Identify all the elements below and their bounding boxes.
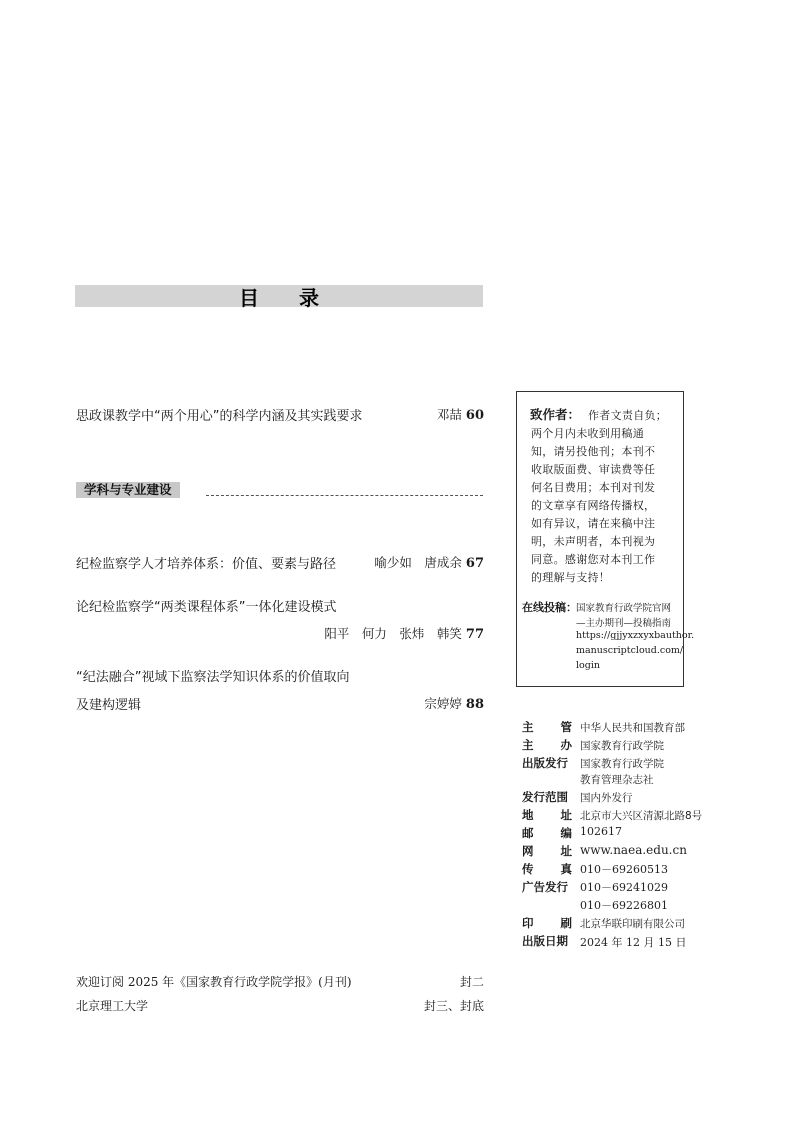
info-label-website: 网 址 bbox=[522, 844, 572, 858]
info-value-publisher: 国家教育行政学院 bbox=[580, 758, 664, 770]
info-value-fax: 010－69260513 bbox=[580, 863, 668, 876]
info-value-publisher-2: 教育管理杂志社 bbox=[580, 774, 654, 786]
submission-line: —主办期刊—投稿指南 bbox=[576, 618, 672, 629]
info-value-advertising: 010－69241029 bbox=[580, 881, 668, 894]
notice-line: 两个月内未收到用稿通 bbox=[531, 427, 644, 440]
notice-line: 作者文责自负； bbox=[588, 409, 668, 422]
toc-title-char-2: 录 bbox=[299, 285, 319, 310]
ad-entry-position: 封二 bbox=[459, 975, 484, 989]
info-label-postcode: 邮 编 bbox=[522, 826, 572, 840]
notice-line: 同意。感谢您对本刊工作 bbox=[531, 553, 656, 566]
notice-heading: 致作者： bbox=[530, 407, 581, 422]
toc-entry-page: 77 bbox=[465, 627, 484, 642]
info-label-publisher: 出版发行 bbox=[522, 756, 568, 770]
toc-entry-authors: 阳平 何力 张炜 韩笑 bbox=[324, 626, 462, 641]
ad-entry-text[interactable]: 北京理工大学 bbox=[76, 999, 149, 1013]
toc-title-bar bbox=[75, 285, 483, 310]
submission-link[interactable]: manuscriptcloud.com/ bbox=[576, 645, 684, 656]
toc-entry-authors: 宗婷婷 bbox=[424, 696, 462, 711]
info-value-address: 北京市大兴区清源北路8号 bbox=[580, 810, 703, 822]
info-value-printer: 北京华联印刷有限公司 bbox=[580, 918, 685, 930]
toc-entry-title[interactable]: 论纪检监察学“两类课程体系”一体化建设模式 bbox=[76, 600, 337, 615]
info-value-sponsor: 国家教育行政学院 bbox=[580, 740, 664, 752]
toc-entry-authors: 喻少如 唐成余 bbox=[374, 555, 462, 570]
info-value-postcode: 102617 bbox=[580, 825, 622, 838]
toc-entry-author-page bbox=[374, 553, 484, 571]
ad-entry-position: 封三、封底 bbox=[423, 999, 484, 1013]
submission-label: 在线投稿： bbox=[522, 601, 577, 614]
toc-entry-title[interactable]: 思政课教学中“两个用心”的科学内涵及其实践要求 bbox=[76, 409, 363, 424]
toc-entry-author-page bbox=[324, 624, 484, 642]
toc-entry-title[interactable]: 纪检监察学人才培养体系：价值、要素与路径 bbox=[76, 557, 337, 572]
toc-entry-page: 88 bbox=[465, 697, 484, 712]
submission-link[interactable]: login bbox=[576, 660, 600, 671]
submission-line: 国家教育行政学院官网 bbox=[576, 603, 672, 614]
info-label-supervisor: 主 管 bbox=[522, 720, 572, 734]
notice-line: 收取版面费、审读费等任 bbox=[531, 463, 656, 476]
toc-entry-author-page bbox=[424, 694, 484, 712]
notice-line: 的理解与支持！ bbox=[531, 571, 611, 584]
info-label-pubdate: 出版日期 bbox=[522, 934, 568, 948]
notice-line: 知，请另投他刊；本刊不 bbox=[531, 445, 656, 458]
notice-line: 的文章享有网络传播权， bbox=[531, 499, 656, 512]
toc-entry-authors: 邓喆 bbox=[436, 407, 462, 422]
toc-entry-page: 67 bbox=[465, 556, 484, 571]
info-label-sponsor: 主 办 bbox=[522, 738, 572, 752]
info-label-fax: 传 真 bbox=[522, 862, 572, 876]
info-value-pubdate: 2024 年 12 月 15 日 bbox=[580, 936, 687, 949]
notice-line: 明，未声明者，本刊视为 bbox=[531, 535, 656, 548]
info-label-address: 地 址 bbox=[522, 808, 572, 822]
info-value-supervisor: 中华人民共和国教育部 bbox=[580, 722, 685, 734]
section-header: 学科与专业建设 bbox=[76, 482, 180, 498]
submission-link[interactable]: https://gjjyxzxyxbauthor. bbox=[576, 630, 695, 641]
toc-entry-author-page bbox=[437, 405, 484, 423]
info-value-website[interactable]: www.naea.edu.cn bbox=[580, 843, 687, 857]
toc-entry-title[interactable]: “纪法融合”视域下监察法学知识体系的价值取向 bbox=[76, 670, 350, 685]
info-value-advertising-2: 010－69226801 bbox=[580, 899, 668, 912]
notice-line: 何名目费用；本刊对刊发 bbox=[531, 481, 656, 494]
info-value-distribution: 国内外发行 bbox=[580, 792, 633, 804]
toc-entry-page: 60 bbox=[465, 408, 484, 423]
info-label-printer: 印 刷 bbox=[522, 916, 572, 930]
info-label-distribution: 发行范围 bbox=[522, 790, 568, 804]
notice-line: 如有异议，请在来稿中注 bbox=[531, 517, 656, 530]
info-label-advertising: 广告发行 bbox=[522, 880, 568, 894]
toc-title-char-1: 目 bbox=[239, 285, 259, 310]
toc-entry-title-continued[interactable]: 及建构逻辑 bbox=[76, 698, 142, 713]
ad-entry-text[interactable]: 欢迎订阅 2025 年《国家教育行政学院学报》(月刊) bbox=[76, 975, 352, 989]
section-divider bbox=[206, 495, 483, 496]
